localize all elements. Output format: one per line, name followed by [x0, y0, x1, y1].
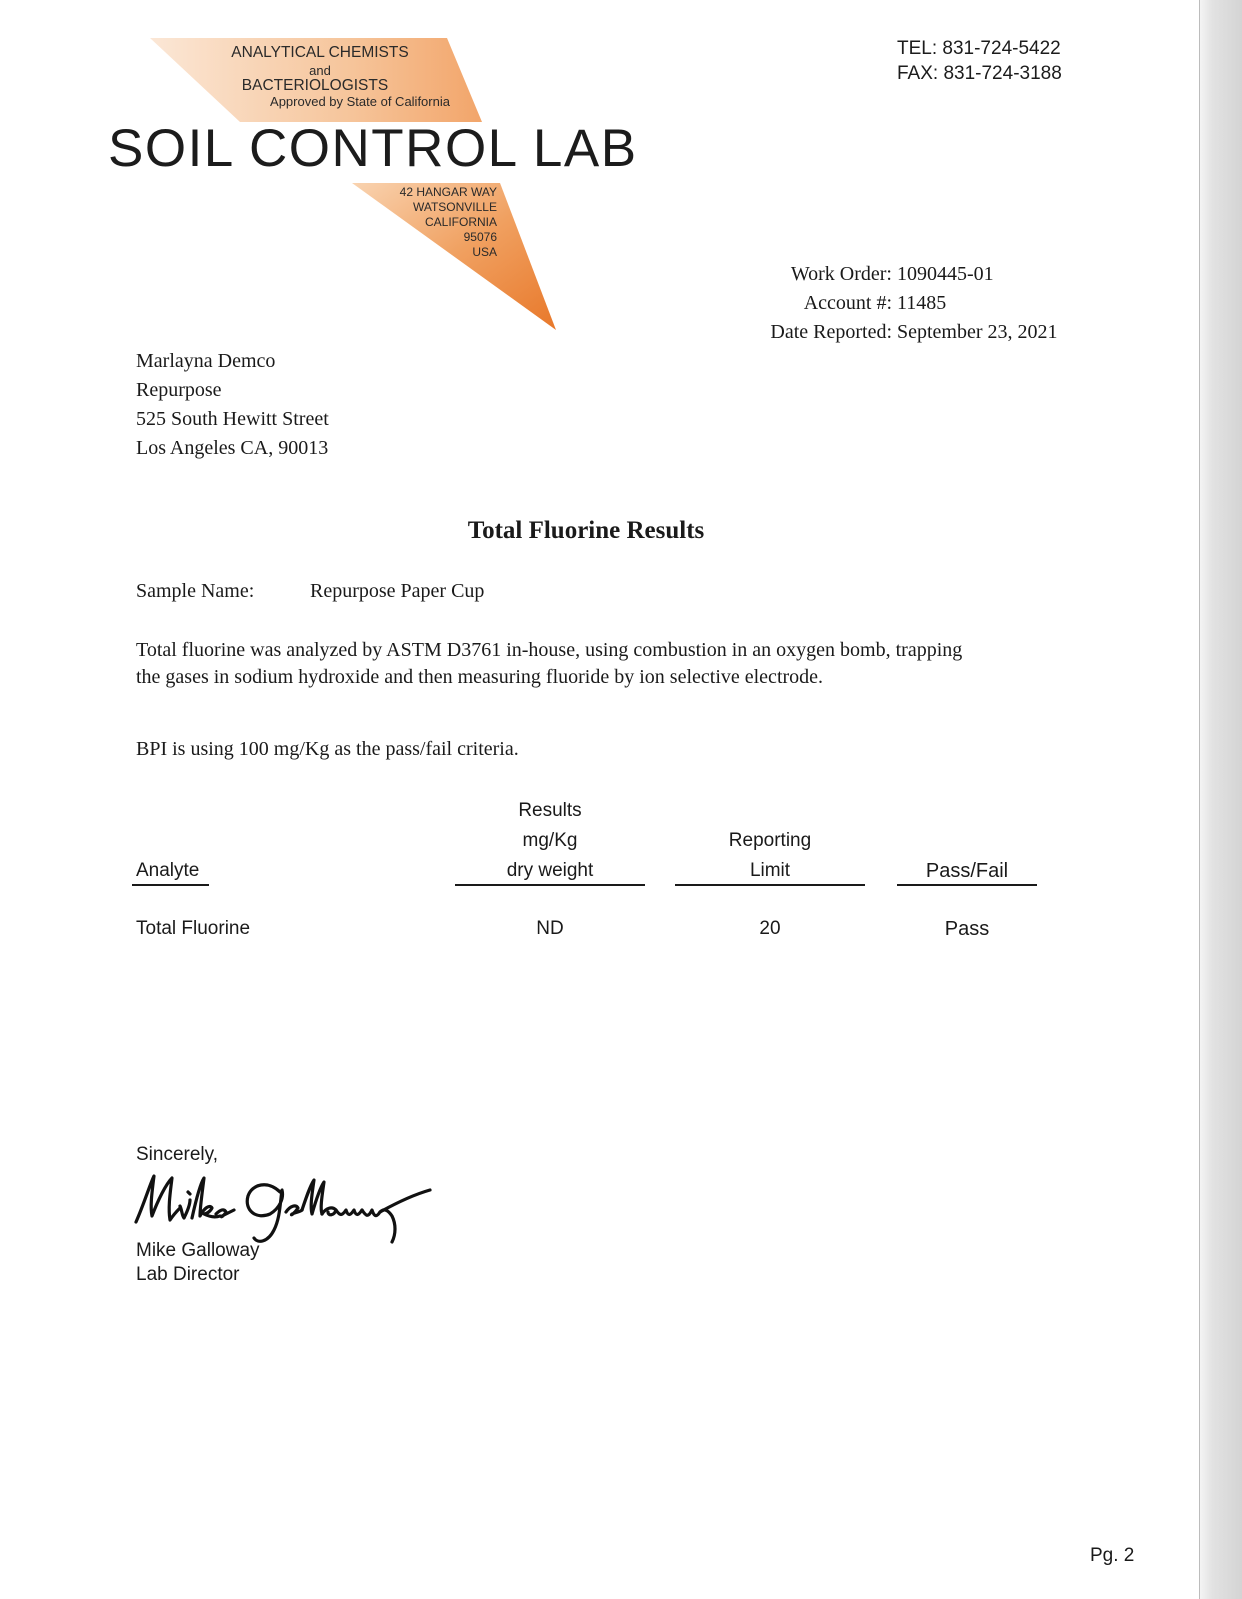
recipient-name: Marlayna Demco: [136, 350, 276, 372]
lab-address-line: WATSONVILLE: [412, 200, 497, 214]
table-cell-analyte: Total Fluorine: [136, 918, 251, 939]
method-text-line: the gases in sodium hydroxide and then measuring fluoride by ion selective electrode.: [136, 666, 824, 688]
table-cell-result: ND: [536, 918, 564, 939]
page-number: Pg. 2: [1090, 1545, 1135, 1566]
signer-name: Mike Galloway: [136, 1240, 260, 1261]
sample-name-value: Repurpose Paper Cup: [310, 580, 485, 602]
criteria-text: BPI is using 100 mg/Kg as the pass/fail criteria.: [136, 738, 519, 760]
lab-address-line: CALIFORNIA: [424, 215, 497, 229]
lab-fax: FAX: 831-724-3188: [897, 63, 1062, 84]
header-reporting-rule: [675, 884, 865, 886]
table-cell-passfail: Pass: [944, 918, 990, 940]
header-passfail-rule: [897, 884, 1037, 886]
closing-salutation: Sincerely,: [136, 1144, 219, 1165]
handwritten-signature: [130, 1170, 460, 1250]
account-label: Account #:: [803, 292, 892, 314]
report-title: Total Fluorine Results: [467, 517, 705, 544]
lab-address-line: 95076: [463, 230, 497, 244]
tagline-and: and: [309, 63, 331, 78]
recipient-city: Los Angeles CA, 90013: [136, 437, 329, 459]
date-reported-value: September 23, 2021: [897, 321, 1058, 343]
signer-role: Lab Director: [136, 1264, 240, 1285]
work-order-label: Work Order:: [790, 263, 892, 285]
header-analyte-rule: [132, 884, 209, 886]
sample-name-label: Sample Name:: [136, 580, 255, 602]
tagline-approved: Approved by State of California: [270, 94, 450, 109]
lab-address-line: 42 HANGAR WAY: [399, 185, 497, 199]
lab-phone: TEL: 831-724-5422: [897, 38, 1061, 59]
header-results-line: Results: [518, 800, 582, 821]
tagline-bacteriologists: BACTERIOLOGISTS: [241, 77, 389, 94]
header-passfail: Pass/Fail: [925, 860, 1009, 882]
recipient-street: 525 South Hewitt Street: [136, 408, 329, 430]
header-analyte: Analyte: [136, 860, 200, 881]
header-reporting-line: Reporting: [728, 830, 812, 851]
header-reporting-line: Limit: [749, 860, 791, 881]
account-value: 11485: [897, 292, 947, 314]
work-order-value: 1090445-01: [897, 263, 994, 285]
header-results-line: dry weight: [506, 860, 594, 881]
date-reported-label: Date Reported:: [770, 321, 892, 343]
header-results-line: mg/Kg: [522, 830, 578, 851]
method-text-line: Total fluorine was analyzed by ASTM D3761 in-house, using combustion in an oxygen bomb, trapping: [136, 639, 963, 661]
lab-address-line: USA: [472, 245, 497, 259]
brand-name: SOIL CONTROL LAB: [108, 119, 638, 178]
table-cell-limit: 20: [759, 918, 781, 939]
header-results-rule: [455, 884, 645, 886]
tagline-analytical-chemists: ANALYTICAL CHEMISTS: [231, 44, 409, 61]
recipient-company: Repurpose: [136, 379, 222, 401]
